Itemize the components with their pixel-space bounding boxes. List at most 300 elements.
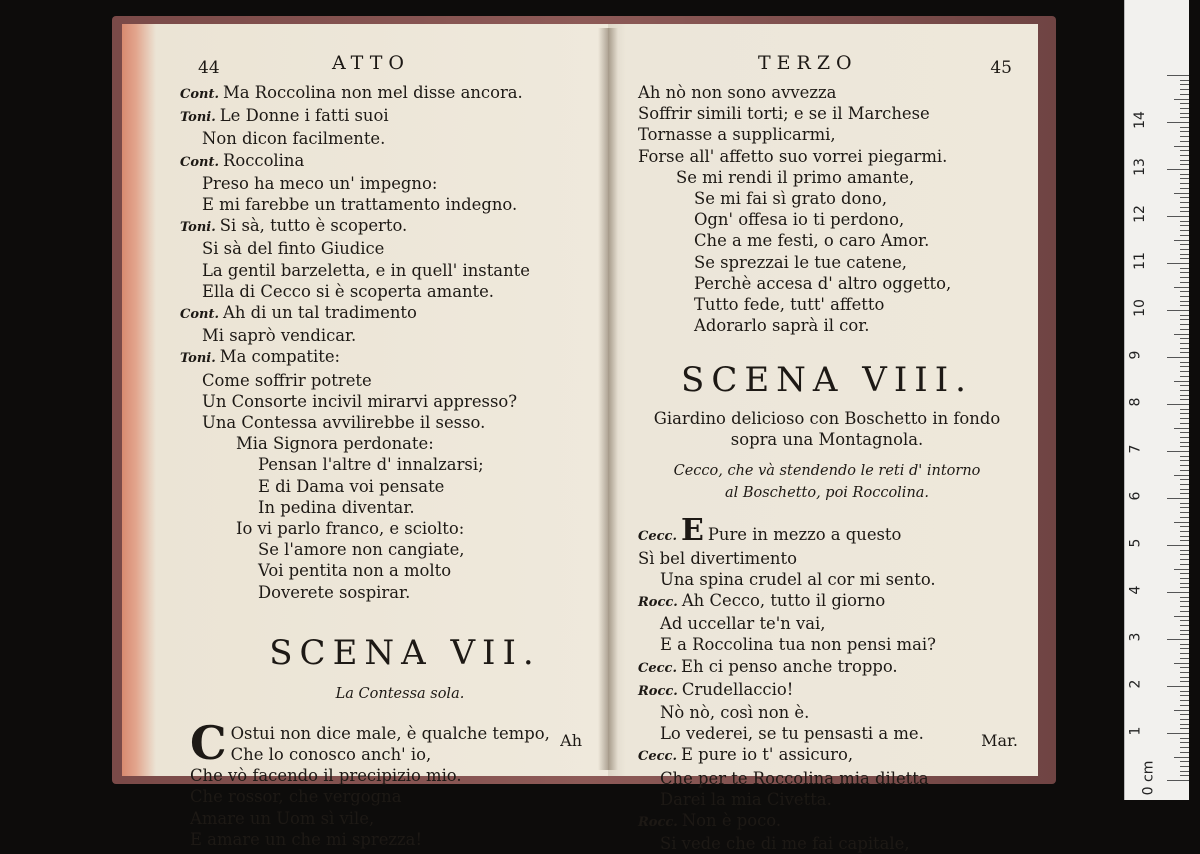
left-top-line [180, 105, 590, 128]
ruler-tick [1180, 160, 1189, 161]
right-dialogue-line [638, 569, 1016, 590]
verse-text: Ma compatite: [219, 347, 341, 367]
ruler-tick [1180, 207, 1189, 208]
ruler-tick [1174, 334, 1189, 335]
right-dialogue-line [638, 833, 1016, 854]
left-top-line [180, 260, 590, 281]
verse-text: E di Dama voi pensate [258, 476, 445, 496]
right-aria-line [638, 294, 1016, 315]
ruler-tick [1180, 742, 1189, 743]
right-dialogue-line [638, 768, 1016, 789]
left-running-head [180, 52, 590, 82]
verse-text: Che vò facendo il precipizio mio. [190, 766, 462, 786]
scene-setting-line-2: sopra una Montagnola. [730, 430, 924, 450]
ruler-tick [1180, 559, 1189, 560]
left-top-line [180, 128, 590, 149]
speaker-label: Cont. [180, 87, 219, 102]
ruler-tick [1180, 517, 1189, 518]
ruler-tick [1174, 569, 1189, 570]
ruler-tick [1180, 80, 1189, 81]
ruler-tick [1180, 507, 1189, 508]
verse-text: In pedina diventar. [258, 497, 415, 517]
verse-text: Perchè accesa d' altro oggetto, [694, 273, 952, 293]
ruler-tick [1180, 202, 1189, 203]
ruler-tick [1180, 423, 1189, 424]
ruler-tick [1174, 99, 1189, 100]
verse-text: Forse all' affetto suo vorrei piegarmi. [638, 146, 948, 166]
verse-text: Ma Roccolina non mel disse ancora. [223, 83, 523, 102]
right-dialogue-line [638, 723, 1016, 744]
verse-text: Pensan l'altre d' innalzarsi; [258, 455, 484, 475]
ruler-tick [1180, 752, 1189, 753]
ruler-tick [1180, 413, 1189, 414]
left-top-line [180, 325, 590, 346]
speaker-label: Cecc. [638, 529, 677, 545]
ruler-tick [1180, 503, 1189, 504]
ruler-tick [1167, 498, 1189, 499]
ruler-tick [1167, 733, 1189, 734]
ruler-tick [1180, 771, 1189, 772]
scene-setting-line-1: Giardino delicioso con Boschetto in fondo [653, 409, 1001, 429]
right-aria-line [638, 82, 1016, 103]
ruler-tick [1174, 193, 1189, 194]
ruler-tick [1167, 545, 1189, 546]
verse-text: Ogn' offesa io ti perdono, [694, 210, 905, 230]
ruler-tick [1180, 738, 1189, 739]
verse-text: Nò nò, così non è. [660, 703, 810, 723]
verse-text: Crudellaccio! [681, 679, 794, 699]
speaker-label: Toni. [180, 110, 216, 126]
left-top-line [180, 454, 590, 475]
ruler-tick [1180, 390, 1189, 391]
verse-text: Lo vederei, se tu pensasti a me. [660, 724, 924, 744]
verse-text: Darei la mia Civetta. [660, 789, 832, 809]
right-aria-line [638, 230, 1016, 251]
verse-text: Si sà del finto Giudice [202, 239, 385, 259]
right-dropcap: E [680, 513, 704, 549]
ruler-label: 6 [1127, 491, 1144, 501]
ruler-tick [1180, 691, 1189, 692]
ruler-label: 0 cm [1140, 760, 1157, 796]
verse-text: Ah di un tal tradimento [223, 303, 417, 323]
ruler-tick [1167, 357, 1189, 358]
ruler-tick [1180, 630, 1189, 631]
verse-text: Adorarlo saprà il cor. [694, 316, 870, 336]
ruler-tick [1180, 536, 1189, 537]
ruler-tick [1167, 310, 1189, 311]
verse-text: Si vede che di me fai capitale, [660, 834, 910, 854]
ruler-tick [1180, 578, 1189, 579]
ruler-label: 2 [1127, 679, 1144, 689]
right-dialogue-line [638, 810, 1016, 833]
verse-text: Ella di Cecco si è scoperta amante. [202, 281, 495, 301]
speaker-label: Cecc. [638, 660, 677, 676]
ruler-tick [1180, 418, 1189, 419]
ruler-tick [1180, 141, 1189, 142]
ruler-tick [1174, 710, 1189, 711]
ruler-tick [1174, 663, 1189, 664]
ruler-tick [1180, 268, 1189, 269]
ruler-label: 5 [1127, 538, 1144, 548]
right-dialogue [638, 513, 1016, 854]
ruler-tick [1174, 240, 1189, 241]
ruler-tick [1180, 620, 1189, 621]
ruler-tick [1180, 103, 1189, 104]
verse-text: Ah Cecco, tutto il giorno [681, 591, 886, 611]
left-scene-title: SCENA VII. [269, 632, 541, 673]
ruler-tick [1180, 174, 1189, 175]
ruler-tick [1180, 183, 1189, 184]
ruler-tick [1180, 113, 1189, 114]
left-top-line [180, 476, 590, 497]
left-monologue-line [190, 786, 590, 807]
speaker-label: Cont. [180, 154, 219, 170]
ruler-label: 14 [1131, 111, 1148, 129]
verse-text: E mi farebbe un trattamento indegno. [202, 195, 518, 215]
left-top-line [180, 82, 590, 105]
ruler-tick [1167, 216, 1189, 217]
verse-text: Preso ha meco un' impegno: [202, 173, 438, 193]
ruler-tick [1174, 475, 1189, 476]
left-dialogue-top [180, 82, 590, 603]
right-aria-line [638, 167, 1016, 188]
verse-text: Le Donne i fatti suoi [219, 106, 389, 126]
ruler-tick [1180, 512, 1189, 513]
speaker-label: Cont. [180, 307, 219, 323]
right-stage-direction-1: Cecco, che và stendendo le reti d' intorno [673, 463, 981, 480]
ruler-tick [1167, 263, 1189, 264]
right-aria-line [638, 315, 1016, 336]
right-aria-line [638, 252, 1016, 273]
ruler-tick [1180, 714, 1189, 715]
ruler-tick [1180, 385, 1189, 386]
speaker-label: Toni. [180, 351, 216, 367]
ruler-tick [1180, 301, 1189, 302]
ruler-tick [1180, 564, 1189, 565]
verse-text: Io vi parlo franco, e sciolto: [236, 519, 465, 539]
verse-text: Mi saprò vendicar. [202, 326, 357, 346]
ruler-tick [1180, 136, 1189, 137]
ruler-tick [1180, 484, 1189, 485]
verse-text: Se mi fai sì grato dono, [694, 189, 888, 209]
ruler-tick [1180, 493, 1189, 494]
right-aria-line [638, 146, 1016, 167]
ruler-label: 13 [1131, 158, 1148, 176]
ruler-tick [1180, 315, 1189, 316]
right-dialogue-line [638, 702, 1016, 723]
ruler-tick [1174, 287, 1189, 288]
ruler-tick [1180, 724, 1189, 725]
ruler-tick [1180, 305, 1189, 306]
right-aria [638, 82, 1016, 336]
ruler-tick [1180, 258, 1189, 259]
right-stage-direction-2: al Boschetto, poi Roccolina. [724, 485, 930, 502]
speaker-label: Toni. [180, 220, 216, 236]
ruler-tick [1167, 122, 1189, 123]
ruler-tick [1180, 221, 1189, 222]
ruler-tick [1180, 244, 1189, 245]
ruler-tick [1167, 169, 1189, 170]
ruler-tick [1180, 700, 1189, 701]
left-top-line [180, 281, 590, 302]
verse-text: Ad uccellar te'n vai, [660, 614, 826, 634]
right-aria-line [638, 209, 1016, 230]
ruler-tick [1174, 428, 1189, 429]
ruler-tick [1167, 639, 1189, 640]
verse-text: E pure io t' assicuro, [680, 745, 854, 765]
ruler-tick [1180, 272, 1189, 273]
verse-text: Amare un Uom sì vile, [190, 808, 375, 828]
ruler-tick [1180, 197, 1189, 198]
ruler-tick [1174, 757, 1189, 758]
right-page-number: 45 [990, 58, 1012, 78]
ruler-tick [1180, 479, 1189, 480]
right-dialogue-line [638, 789, 1016, 810]
ruler-tick [1180, 84, 1189, 85]
verse-text: Roccolina [223, 150, 305, 170]
left-top-line [180, 539, 590, 560]
right-dialogue-line [638, 548, 1016, 569]
ruler-tick [1180, 319, 1189, 320]
book-gutter [598, 28, 618, 770]
ruler-tick [1180, 164, 1189, 165]
right-aria-line [638, 273, 1016, 294]
left-dropcap: C [190, 715, 227, 770]
left-monologue-line [190, 829, 590, 850]
ruler-tick [1180, 296, 1189, 297]
verse-text: Se sprezzai le tue catene, [694, 252, 907, 272]
ruler-tick [1180, 371, 1189, 372]
ruler-tick [1180, 338, 1189, 339]
ruler-tick [1180, 343, 1189, 344]
left-monologue-line [190, 765, 590, 786]
verse-text: E amare un che mi sprezza! [190, 829, 423, 849]
ruler-tick [1180, 277, 1189, 278]
speaker-label: Rocc. [638, 595, 678, 611]
speaker-label: Rocc. [638, 683, 678, 699]
ruler-label: 12 [1131, 205, 1148, 223]
ruler-tick [1180, 489, 1189, 490]
ruler-tick [1180, 155, 1189, 156]
ruler-tick [1180, 94, 1189, 95]
ruler-tick [1180, 89, 1189, 90]
left-running-head-word: ATTO [332, 52, 410, 74]
verse-text: Se mi rendi il primo amante, [676, 167, 915, 187]
verse-text: Doverete sospirar. [258, 582, 411, 602]
ruler-tick [1180, 329, 1189, 330]
speaker-label: Cecc. [638, 749, 677, 765]
left-page-number: 44 [198, 58, 220, 78]
verse-text: Una Contessa avvilirebbe il sesso. [202, 413, 486, 433]
ruler-tick [1180, 644, 1189, 645]
left-monologue-line [190, 808, 590, 829]
ruler-label: 9 [1127, 350, 1144, 360]
ruler-tick [1180, 611, 1189, 612]
verse-text: Ostui non dice male, è qualche tempo, [230, 723, 550, 743]
verse-text: Non dicon facilmente. [202, 129, 386, 149]
right-dialogue-line [638, 590, 1016, 613]
left-top-line [180, 346, 590, 369]
ruler-tick [1180, 366, 1189, 367]
ruler-label: 11 [1131, 252, 1148, 270]
ruler-tick [1180, 677, 1189, 678]
left-top-line [180, 302, 590, 325]
verse-text: Soffrir simili torti; e se il Marchese [638, 104, 930, 124]
left-monologue [180, 715, 590, 850]
ruler-tick [1180, 526, 1189, 527]
ruler-label: 7 [1127, 444, 1144, 454]
verse-text: Che a me festi, o caro Amor. [694, 231, 930, 251]
ruler-tick [1180, 409, 1189, 410]
right-scene-title: SCENA VIII. [681, 360, 973, 401]
ruler-tick [1180, 672, 1189, 673]
ruler-tick [1167, 686, 1189, 687]
verse-text: Sì bel divertimento [638, 548, 797, 568]
left-top-line [180, 582, 590, 603]
left-top-line [180, 194, 590, 215]
ruler-tick [1180, 291, 1189, 292]
measuring-ruler [1124, 0, 1189, 800]
ruler-tick [1180, 465, 1189, 466]
left-top-line [180, 173, 590, 194]
right-running-head [638, 52, 1016, 82]
verse-text: Come soffrir potrete [202, 370, 372, 390]
ruler-tick [1180, 681, 1189, 682]
ruler-tick [1180, 554, 1189, 555]
ruler-tick [1180, 601, 1189, 602]
ruler-tick [1180, 625, 1189, 626]
ruler-tick [1180, 188, 1189, 189]
ruler-tick [1180, 766, 1189, 767]
ruler-tick [1180, 634, 1189, 635]
left-catchword: Ah [560, 731, 582, 750]
ruler-tick [1180, 399, 1189, 400]
ruler-tick [1180, 230, 1189, 231]
ruler-tick [1180, 460, 1189, 461]
left-top-line [180, 497, 590, 518]
ruler-tick [1180, 470, 1189, 471]
ruler-tick [1180, 446, 1189, 447]
ruler-tick [1180, 348, 1189, 349]
ruler-tick [1167, 451, 1189, 452]
ruler-tick [1180, 667, 1189, 668]
ruler-tick [1180, 747, 1189, 748]
ruler-tick [1180, 432, 1189, 433]
right-dialogue-line [638, 613, 1016, 634]
ruler-label: 3 [1127, 632, 1144, 642]
left-top-line [180, 238, 590, 259]
right-dialogue-line [638, 744, 1016, 767]
ruler-tick [1180, 131, 1189, 132]
right-aria-line [638, 103, 1016, 124]
speaker-label: Rocc. [638, 815, 678, 831]
ruler-tick [1180, 606, 1189, 607]
ruler-tick [1180, 648, 1189, 649]
ruler-tick [1180, 583, 1189, 584]
ruler-tick [1180, 658, 1189, 659]
verse-text: Tutto fede, tutt' affetto [694, 295, 885, 315]
ruler-tick [1180, 705, 1189, 706]
right-dialogue-line [638, 513, 1016, 549]
ruler-tick [1174, 381, 1189, 382]
ruler-tick [1167, 404, 1189, 405]
verse-text: Un Consorte incivil mirarvi appresso? [202, 391, 518, 411]
left-monologue-line [190, 744, 590, 765]
right-dialogue-line [638, 634, 1016, 655]
ruler-tick [1180, 695, 1189, 696]
ruler-tick [1180, 235, 1189, 236]
ruler-tick [1180, 324, 1189, 325]
verse-text: Non è poco. [681, 811, 782, 831]
ruler-tick [1180, 653, 1189, 654]
ruler-tick [1180, 362, 1189, 363]
ruler-tick [1180, 442, 1189, 443]
verse-text: E a Roccolina tua non pensi mai? [660, 635, 936, 655]
ruler-tick [1180, 249, 1189, 250]
verse-text: Se l'amore non cangiate, [258, 540, 465, 560]
ruler-tick [1174, 146, 1189, 147]
verse-text: Eh ci penso anche troppo. [680, 656, 898, 676]
ruler-tick [1180, 117, 1189, 118]
ruler-tick [1180, 761, 1189, 762]
right-running-head-word: TERZO [758, 52, 858, 74]
left-top-line [180, 560, 590, 581]
right-aria-line [638, 188, 1016, 209]
verse-text: Che rossor, che vergogna [190, 787, 402, 807]
left-top-line [180, 412, 590, 433]
ruler-tick [1180, 597, 1189, 598]
ruler-tick [1180, 550, 1189, 551]
verse-text: La gentil barzeletta, e in quell' instante [202, 260, 530, 280]
ruler-label: 4 [1127, 585, 1144, 595]
ruler-tick [1180, 178, 1189, 179]
right-aria-line [638, 124, 1016, 145]
ruler-tick [1167, 592, 1189, 593]
ruler-tick [1167, 75, 1189, 76]
right-dialogue-line [638, 656, 1016, 679]
right-catchword: Mar. [981, 731, 1018, 750]
verse-text: Ah nò non sono avvezza [638, 83, 837, 102]
left-top-line [180, 370, 590, 391]
left-top-line [180, 150, 590, 173]
verse-text: Tornasse a supplicarmi, [638, 125, 836, 145]
left-top-line [180, 215, 590, 238]
verse-text: Una spina crudel al cor mi sento. [660, 569, 936, 589]
verse-text: Che per te Roccolina mia diletta [660, 768, 929, 788]
right-dialogue-line [638, 679, 1016, 702]
ruler-tick [1180, 211, 1189, 212]
ruler-tick [1180, 775, 1189, 776]
ruler-tick [1180, 352, 1189, 353]
left-top-line [180, 433, 590, 454]
verse-text: Che lo conosco anch' io, [230, 745, 432, 765]
ruler-tick [1180, 225, 1189, 226]
right-page [608, 24, 1038, 854]
ruler-label: 10 [1131, 299, 1148, 317]
ruler-tick [1180, 395, 1189, 396]
ruler-tick [1180, 376, 1189, 377]
ruler-tick [1180, 728, 1189, 729]
ruler-tick [1180, 127, 1189, 128]
ruler-tick [1174, 616, 1189, 617]
ruler-tick [1180, 437, 1189, 438]
ruler-tick [1180, 587, 1189, 588]
ruler-tick [1180, 540, 1189, 541]
ruler-tick [1180, 254, 1189, 255]
verse-text: Si sà, tutto è scoperto. [219, 216, 408, 236]
verse-text: Mia Signora perdonate: [236, 434, 434, 454]
ruler-tick [1174, 522, 1189, 523]
